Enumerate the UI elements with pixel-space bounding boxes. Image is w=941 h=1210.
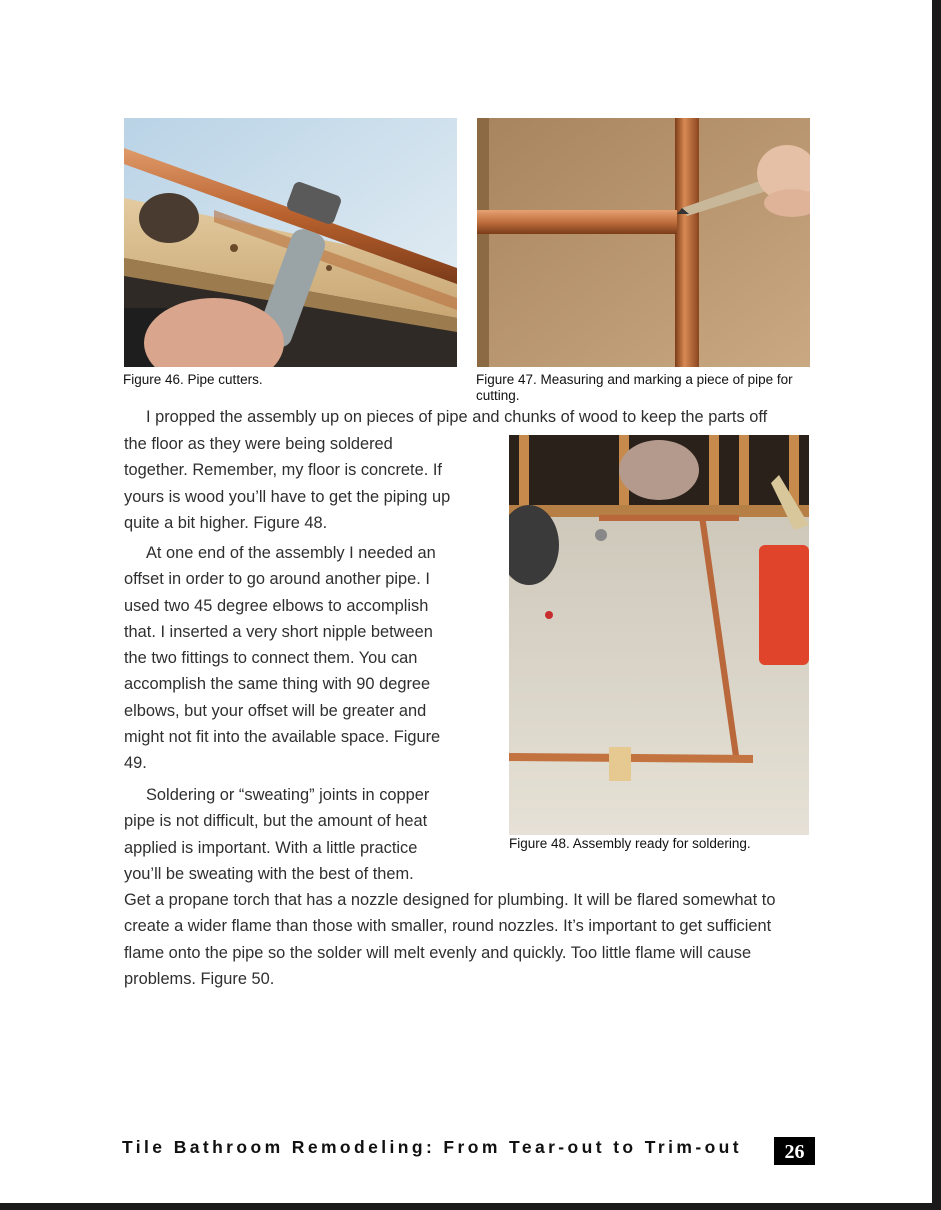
figure-47-photo	[477, 118, 810, 367]
paragraph-3-continued: Get a propane torch that has a nozzle designed for plumbing. It will be flared somewhat to create a wider flame than those with smaller, round nozzles. It’s important to get sufficient flame onto the pipe so the solder will melt evenly and quickly. Too little flame will cause problems. Figure 50.	[124, 891, 776, 988]
figure-46-photo	[124, 118, 457, 367]
page-number: 26	[774, 1137, 815, 1165]
page-edge-shadow	[932, 0, 941, 1210]
figure-48-photo	[509, 435, 809, 835]
paragraph-1-continued: the floor as they were being soldered together. Remember, my floor is concrete. If yours is wood you’ll have to get the piping up quite a bit higher. Figure 48.	[124, 435, 451, 532]
assembly-image	[509, 435, 809, 835]
paragraph-3: Soldering or “sweating” joints in copper pipe is not difficult, but the amount of heat applied is important. With a little practice you’ll be sweating with the best of them.	[124, 786, 430, 883]
running-footer-title: Tile Bathroom Remodeling: From Tear-out to Trim-out	[122, 1137, 742, 1157]
pipe-marking-image	[477, 118, 810, 367]
figure-46-caption: Figure 46. Pipe cutters.	[123, 372, 263, 387]
paragraph-2: At one end of the assembly I needed an offset in order to go around another pipe. I used two 45 degree elbows to accomplish that. I inserted a very short nipple between the two fittings to connect them. You can accomplish the same thing with 90 degree elbows, but your offset will be greater and might not fit into the available space. Figure 49.	[124, 544, 441, 773]
page-edge-shadow-bottom	[0, 1203, 941, 1210]
paragraph-1: I propped the assembly up on pieces of pipe and chunks of wood to keep the parts off	[146, 408, 768, 426]
figure-47-caption: Figure 47. Measuring and marking a piece of pipe for cutting.	[476, 372, 793, 403]
figure-48-caption: Figure 48. Assembly ready for soldering.	[509, 836, 751, 851]
pipe-cutter-image	[124, 118, 457, 367]
